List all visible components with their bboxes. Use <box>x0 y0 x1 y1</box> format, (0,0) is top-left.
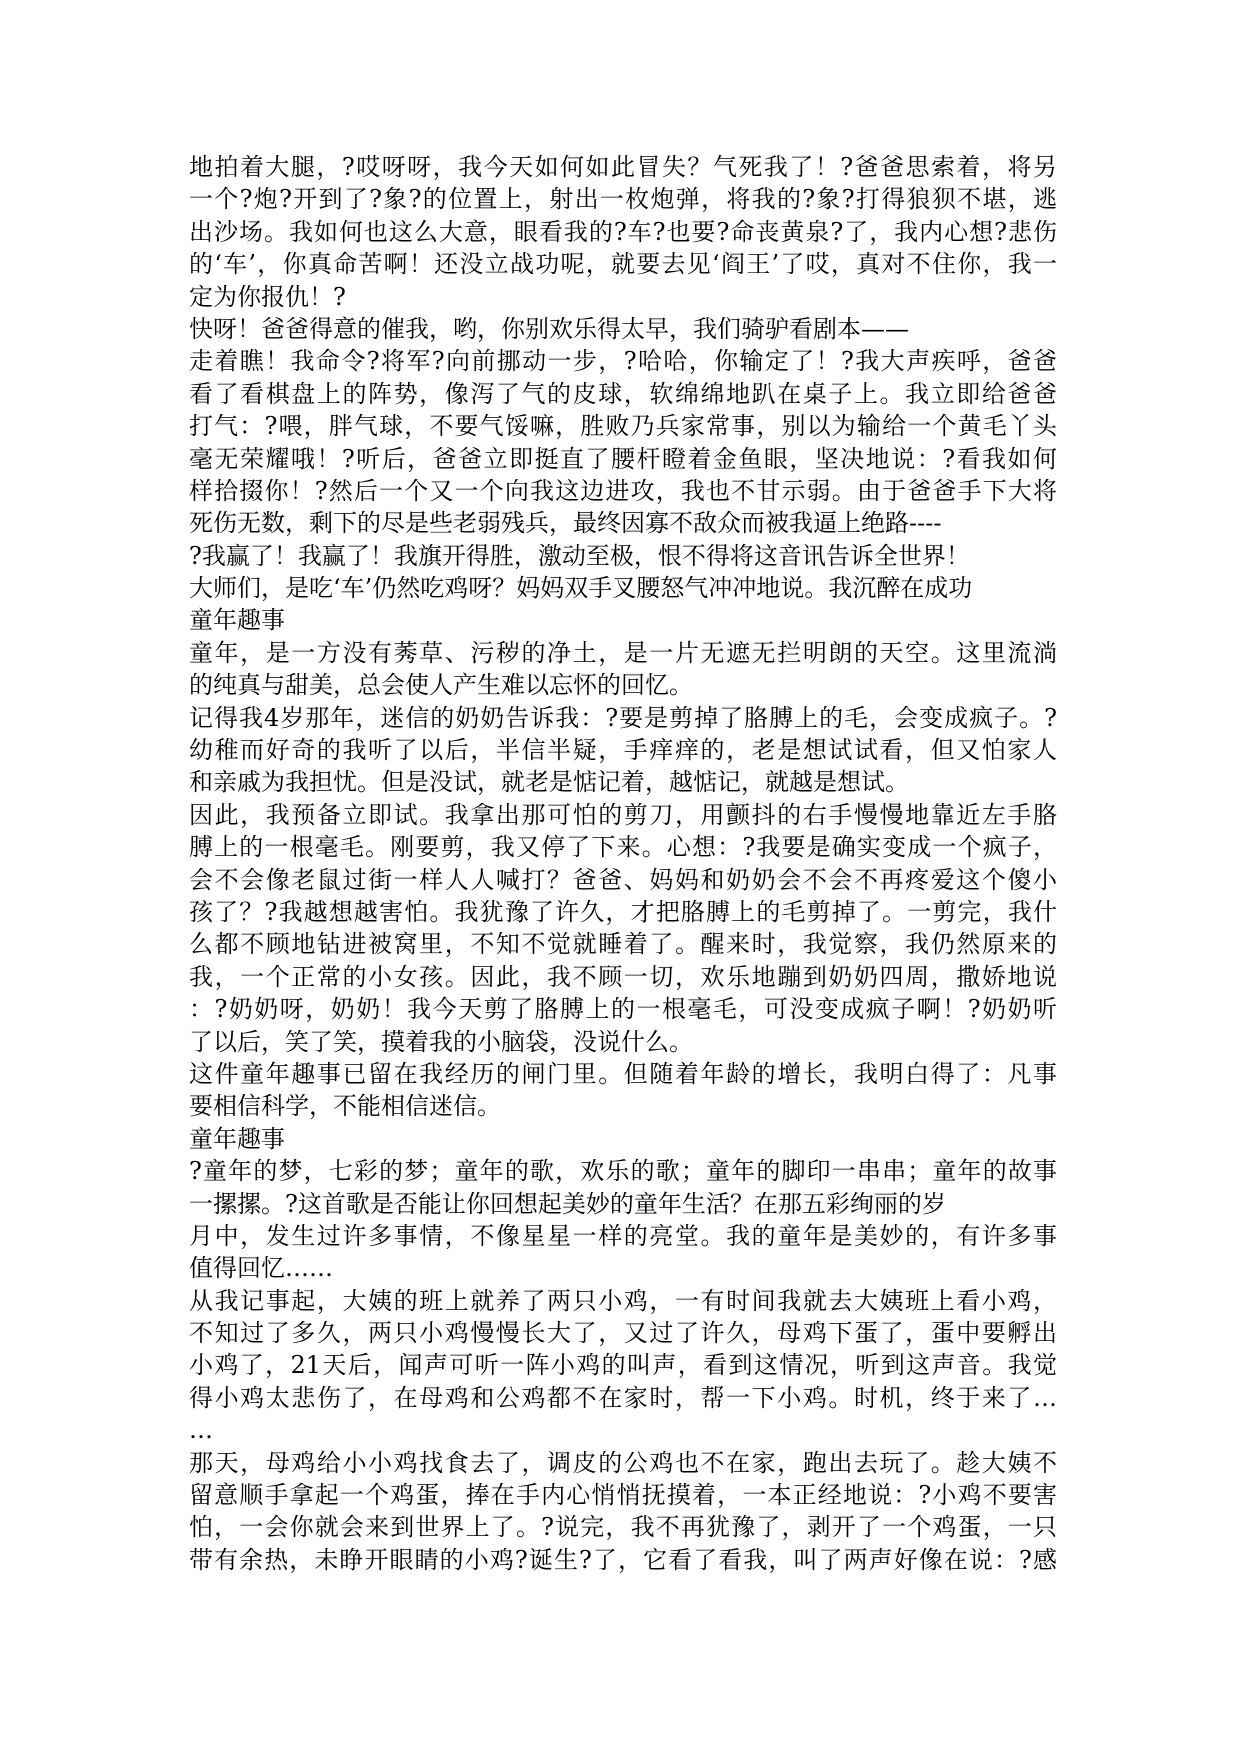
text-line: 和亲戚为我担忧。但是没试，就老是惦记着，越惦记，就越是想试。 <box>189 768 909 797</box>
text-line: 要相信科学，不能相信迷信。 <box>189 1092 501 1121</box>
text-line: 孩了？?我越想越害怕。我犹豫了许久，才把胳膊上的毛剪掉了。一剪完，我什 <box>189 897 1057 926</box>
text-line: 童年趣事 <box>189 1124 285 1153</box>
text-line: 快呀！爸爸得意的催我，哟，你别欢乐得太早，我们骑驴看剧本—— <box>189 314 909 343</box>
text-line: 的纯真与甜美，总会使人产生难以忘怀的回忆。 <box>189 671 693 700</box>
text-line: 这件童年趣事已留在我经历的闸门里。但随着年龄的增长，我明白得了：凡事 <box>189 1059 1057 1088</box>
text-line: 童年趣事 <box>189 606 285 635</box>
text-line: ：?奶奶呀，奶奶！我今天剪了胳膊上的一根毫毛，可没变成疯子啊！?奶奶听 <box>189 995 1057 1024</box>
text-line: 么都不顾地钻进被窝里，不知不觉就睡着了。醒来时，我觉察，我仍然原来的 <box>189 930 1057 959</box>
text-line: … <box>189 1416 213 1445</box>
text-line: 一摞摞。?这首歌是否能让你回想起美妙的童年生活？在那五彩绚丽的岁 <box>189 1189 946 1218</box>
text-line: ?我赢了！我赢了！我旗开得胜，激动至极，恨不得将这音讯告诉全世界！ <box>189 541 970 570</box>
text-line: 带有余热，未睁开眼睛的小鸡?诞生?了，它看了看我，叫了两声好像在说：?感 <box>189 1545 1057 1574</box>
text-line: 了以后，笑了笑，摸着我的小脑袋，没说什么。 <box>189 1027 693 1056</box>
text-line: 那天，母鸡给小小鸡找食去了，调皮的公鸡也不在家，跑出去玩了。趁大姨不 <box>189 1448 1057 1477</box>
text-line: 值得回忆…… <box>189 1254 333 1283</box>
text-line: 怕，一会你就会来到世界上了。?说完，我不再犹豫了，剥开了一个鸡蛋，一只 <box>189 1513 1057 1542</box>
text-line: 走着瞧！我命令?将军?向前挪动一步，?哈哈，你输定了！?我大声疾呼，爸爸 <box>189 347 1057 376</box>
text-line: 定为你报仇！? <box>189 282 346 311</box>
text-line: 看了看棋盘上的阵势，像泻了气的皮球，软绵绵地趴在桌子上。我立即给爸爸 <box>189 379 1057 408</box>
text-line: 的‘车’，你真命苦啊！还没立战功呢，就要去见‘阎王’了哎，真对不住你，我一 <box>189 250 1057 279</box>
text-line: 死伤无数，剩下的尽是些老弱残兵，最终因寡不敌众而被我逼上绝路---- <box>189 509 942 538</box>
text-line: 记得我4岁那年，迷信的奶奶告诉我：?要是剪掉了胳膊上的毛，会变成疯子。? <box>189 703 1057 732</box>
document-body <box>189 151 1057 1576</box>
text-line: 出沙场。我如何也这么大意，眼看我的?车?也要?命丧黄泉?了，我内心想?悲伤 <box>189 217 1057 246</box>
text-line: 打气：?喂，胖气球，不要气馁嘛，胜败乃兵家常事，别以为输给一个黄毛丫头 <box>189 412 1057 441</box>
text-line: 留意顺手拿起一个鸡蛋，捧在手内心悄悄抚摸着，一本正经地说：?小鸡不要害 <box>189 1481 1057 1510</box>
text-line: 一个?炮?开到了?象?的位置上，射出一枚炮弹，将我的?象?打得狼狈不堪，逃 <box>189 185 1057 214</box>
text-line: 不知过了多久，两只小鸡慢慢长大了，又过了许久，母鸡下蛋了，蛋中要孵出 <box>189 1319 1057 1348</box>
text-line: 地拍着大腿，?哎呀呀，我今天如何如此冒失？气死我了！?爸爸思索着，将另 <box>189 153 1057 181</box>
text-line: 童年，是一方没有莠草、污秽的净土，是一片无遮无拦明朗的天空。这里流淌 <box>189 638 1057 667</box>
text-line: 膊上的一根毫毛。刚要剪，我又停了下来。心想：?我要是确实变成一个疯子， <box>189 833 1057 862</box>
text-line: 大师们，是吃‘车’仍然吃鸡呀？妈妈双手叉腰怒气冲冲地说。我沉醉在成功 <box>189 574 973 603</box>
text-line: 小鸡了，21天后，闻声可听一阵小鸡的叫声，看到这情况，听到这声音。我觉 <box>189 1351 1057 1380</box>
text-line: 得小鸡太悲伤了，在母鸡和公鸡都不在家时，帮一下小鸡。时机，终于来了… <box>189 1383 1057 1412</box>
text-line: 幼稚而好奇的我听了以后，半信半疑，手痒痒的，老是想试试看，但又怕家人 <box>189 736 1057 765</box>
text-line: 月中，发生过许多事情，不像星星一样的亮堂。我的童年是美妙的，有许多事 <box>189 1221 1057 1250</box>
text-line: 样拾掇你！?然后一个又一个向我这边进攻，我也不甘示弱。由于爸爸手下大将 <box>189 476 1057 505</box>
text-line: 我，一个正常的小女孩。因此，我不顾一切，欢乐地蹦到奶奶四周，撒娇地说 <box>189 962 1057 991</box>
text-line: 会不会像老鼠过街一样人人喊打？爸爸、妈妈和奶奶会不会不再疼爱这个傻小 <box>189 865 1057 894</box>
text-line: ?童年的梦，七彩的梦；童年的歌，欢乐的歌；童年的脚印一串串；童年的故事 <box>189 1157 1057 1186</box>
text-line: 毫无荣耀哦！?听后，爸爸立即挺直了腰杆瞪着金鱼眼，坚决地说：?看我如何 <box>189 444 1057 473</box>
text-line: 从我记事起，大姨的班上就养了两只小鸡，一有时间我就去大姨班上看小鸡， <box>189 1286 1057 1315</box>
text-line: 因此，我预备立即试。我拿出那可怕的剪刀，用颤抖的右手慢慢地靠近左手胳 <box>189 800 1057 829</box>
